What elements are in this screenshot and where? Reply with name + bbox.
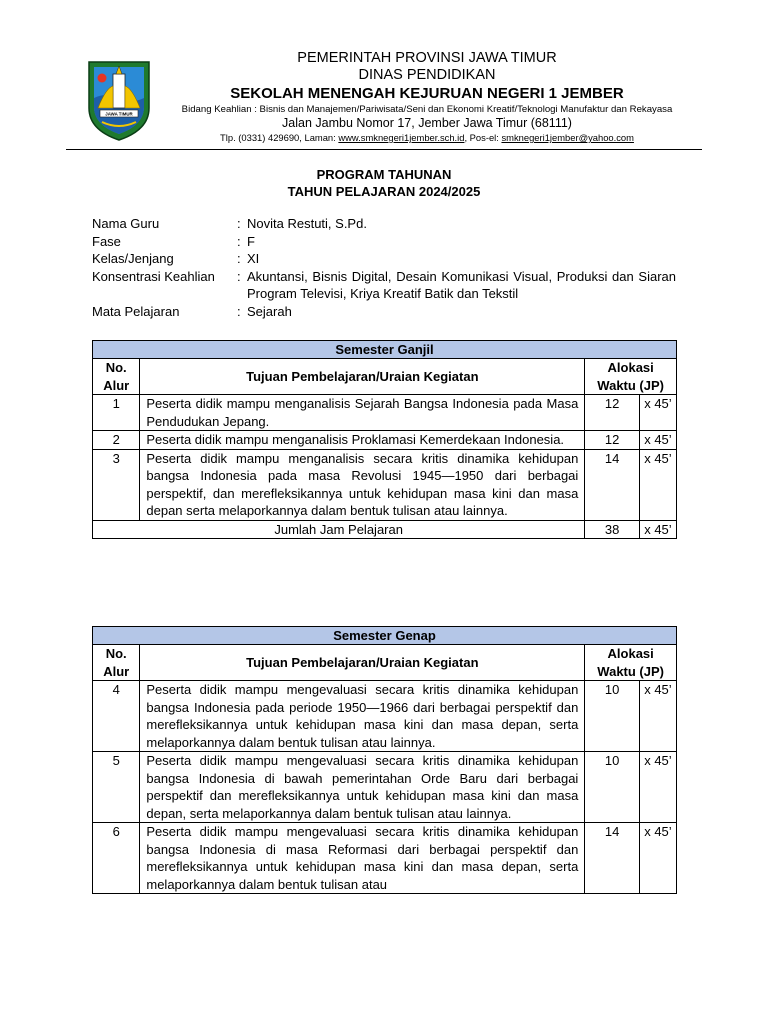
row-no: 2: [93, 431, 140, 450]
identity-label: Nama Guru: [92, 216, 160, 231]
header-alokasi: Alokasi Waktu (JP): [585, 645, 677, 681]
total-jp: 38: [585, 520, 640, 539]
identity-value: XI: [247, 251, 260, 266]
logo-caption: JAWA TIMUR: [105, 111, 133, 117]
letterhead: [160, 50, 694, 144]
identity-row: [92, 250, 676, 268]
row-description: Peserta didik mampu mengevaluasi secara kritis dinamika kehidupan bangsa Indonesia pada periode 1950—1966 dari berbagai perspektif dan merefleksikannya untuk kehidupan masa kini dan masa depan, serta melaporkannya dalam bentuk tulisan atau lainnya.: [140, 681, 585, 752]
row-unit: x 45’: [639, 449, 676, 520]
letterhead-government: PEMERINTAH PROVINSI JAWA TIMUR: [297, 50, 557, 66]
row-description: Peserta didik mampu menganalisis Sejarah Bangsa Indonesia pada Masa Pendudukan Jepang.: [140, 395, 585, 431]
row-no: 1: [93, 395, 140, 431]
teacher-identity: [92, 215, 676, 320]
row-jp: 12: [585, 431, 640, 450]
letterhead-department: DINAS PENDIDIKAN: [358, 67, 496, 83]
table-row: [93, 431, 677, 450]
identity-colon: :: [237, 233, 241, 249]
column-header-row: [93, 645, 677, 681]
semester-ganjil-table: [92, 340, 677, 539]
row-jp: 12: [585, 395, 640, 431]
row-unit: x 45’: [639, 681, 676, 752]
identity-value: Akuntansi, Bisnis Digital, Desain Komunikasi Visual, Produksi dan Siaran Program Televisi, Kriya Kreatif Batik dan Tekstil: [247, 268, 676, 301]
row-no: 4: [93, 681, 140, 752]
identity-row: [92, 215, 676, 233]
row-jp: 10: [585, 752, 640, 823]
identity-label: Kelas/Jenjang: [92, 251, 174, 266]
row-description: Peserta didik mampu mengevaluasi secara kritis dinamika kehidupan bangsa Indonesia di bawah pemerintahan Orde Baru dari berbagai perspektif dan merefleksikannya untuk kehidupan masa kini dan masa depan, serta melaporkannya dalam bentuk tulisan atau lainnya.: [140, 752, 585, 823]
province-emblem-logo: [86, 58, 152, 142]
title-program: PROGRAM TAHUNAN: [316, 167, 452, 182]
row-description: Peserta didik mampu mengevaluasi secara kritis dinamika kehidupan bangsa Indonesia di masa Reformasi dari berbagai perspektif dan merefleksikannya untuk kehidupan masa kini dan masa depan, serta melaporkannya dalam bentuk tulisan atau: [140, 823, 585, 894]
identity-value: Novita Restuti, S.Pd.: [247, 216, 367, 231]
table-row: [93, 823, 677, 894]
row-no: 3: [93, 449, 140, 520]
identity-row: [92, 303, 676, 321]
identity-colon: :: [237, 216, 241, 231]
row-unit: x 45’: [639, 752, 676, 823]
table-row: [93, 395, 677, 431]
letterhead-fields: Bidang Keahlian : Bisnis dan Manajemen/Pariwisata/Seni dan Ekonomi Kreatif/Teknologi Manufaktur dan Rekayasa: [181, 104, 673, 115]
row-unit: x 45’: [639, 431, 676, 450]
row-no: 6: [93, 823, 140, 894]
identity-row: [92, 233, 676, 251]
letterhead-contact: [160, 131, 694, 144]
title-year: TAHUN PELAJARAN 2024/2025: [287, 184, 481, 199]
letterhead-divider: [66, 149, 702, 150]
row-description: Peserta didik mampu menganalisis Proklamasi Kemerdekaan Indonesia.: [140, 431, 585, 450]
row-jp: 14: [585, 823, 640, 894]
semester-header-row: [93, 341, 677, 359]
contact-separator: , Pos-el:: [464, 132, 502, 143]
row-jp: 14: [585, 449, 640, 520]
identity-label: Mata Pelajaran: [92, 303, 180, 319]
column-header-row: [93, 359, 677, 395]
header-alokasi: Alokasi Waktu (JP): [585, 359, 677, 395]
header-tujuan: Tujuan Pembelajaran/Uraian Kegiatan: [140, 359, 585, 395]
table-row: [93, 449, 677, 520]
letterhead-address: Jalan Jambu Nomor 17, Jember Jawa Timur (68111): [282, 116, 572, 130]
identity-colon: :: [237, 303, 241, 319]
identity-value: Sejarah: [247, 303, 292, 319]
row-description: Peserta didik mampu menganalisis secara kritis dinamika kehidupan bangsa Indonesia pada masa Revolusi 1945—1950 dari berbagai perspektif, dan merefleksikannya untuk kehidupan masa kini dan masa depan serta melaporkannya dalam bentuk tulisan atau lainnya.: [140, 449, 585, 520]
email-link[interactable]: smknegeri1jember@yahoo.com: [501, 132, 634, 143]
row-jp: 10: [585, 681, 640, 752]
header-no-alur: No. Alur: [93, 645, 140, 681]
row-no: 5: [93, 752, 140, 823]
semester-header-row: [93, 627, 677, 645]
website-link[interactable]: www.smknegeri1jember.sch.id: [338, 132, 465, 143]
total-row: [93, 520, 677, 539]
letterhead-school-name: SEKOLAH MENENGAH KEJURUAN NEGERI 1 JEMBER: [230, 85, 624, 102]
header-no-alur: No. Alur: [93, 359, 140, 395]
contact-phone: Tlp. (0331) 429690, Laman:: [220, 132, 339, 143]
identity-label: Fase: [92, 233, 121, 249]
identity-row: [92, 268, 676, 303]
document-title: [92, 166, 676, 200]
identity-colon: :: [237, 268, 241, 284]
identity-value: F: [247, 233, 255, 249]
identity-label: Konsentrasi Keahlian: [92, 268, 215, 284]
semester-genap-table: [92, 626, 677, 894]
row-unit: x 45’: [639, 823, 676, 894]
header-tujuan: Tujuan Pembelajaran/Uraian Kegiatan: [140, 645, 585, 681]
semester-ganjil-title: Semester Ganjil: [93, 341, 677, 359]
semester-genap-title: Semester Genap: [93, 627, 677, 645]
identity-colon: :: [237, 251, 241, 266]
table-row: [93, 681, 677, 752]
total-unit: x 45’: [639, 520, 676, 539]
total-label: Jumlah Jam Pelajaran: [93, 520, 585, 539]
table-row: [93, 752, 677, 823]
row-unit: x 45’: [639, 395, 676, 431]
